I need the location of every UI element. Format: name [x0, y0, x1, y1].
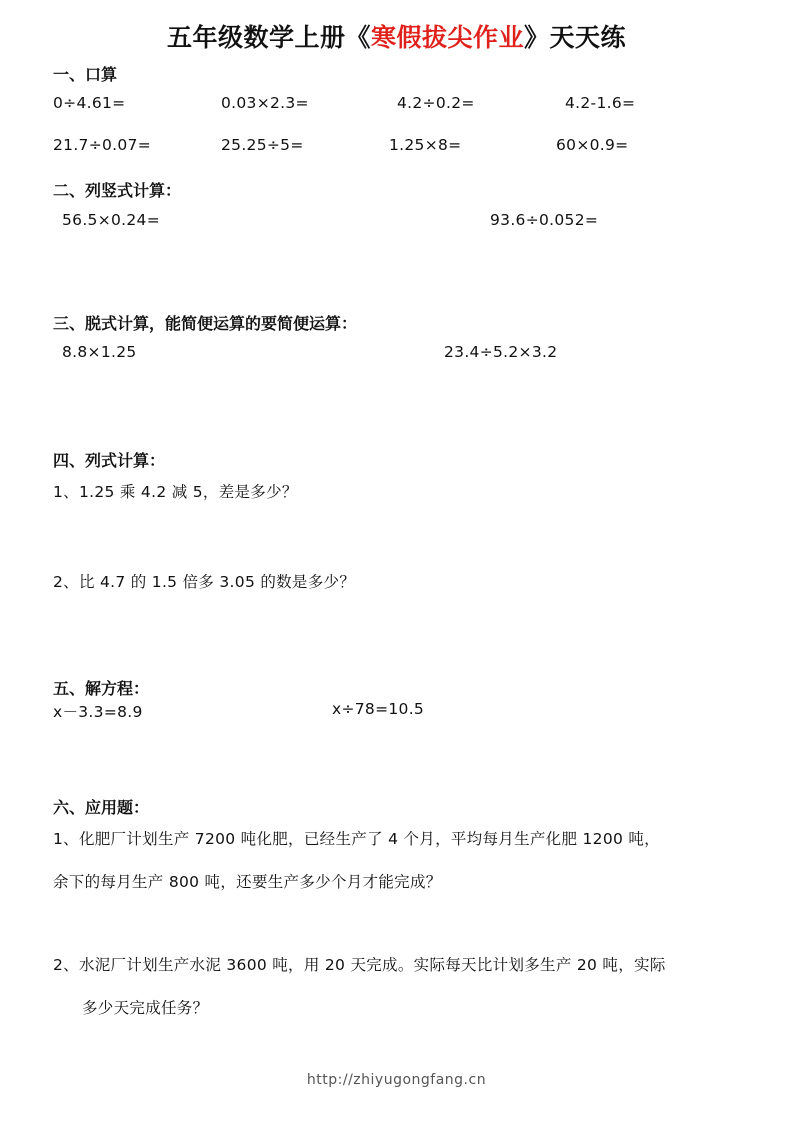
word-problem-1-line-1: 1、化肥厂计划生产 7200 吨化肥，已经生产了 4 个月，平均每月生产化肥 1200 吨，: [53, 830, 660, 848]
section-6-heading: 六、应用题：: [53, 798, 150, 817]
vertical-calc-item-2: 93.6÷0.052=: [490, 211, 599, 229]
stepwise-calc-item-1: 8.8×1.25: [62, 343, 137, 361]
word-problem-2-line-2: 多少天完成任务？: [82, 999, 209, 1017]
oral-item-8: 60×0.9=: [556, 136, 629, 154]
section-3-heading: 三、脱式计算，能简便运算的要简便运算：: [53, 314, 358, 333]
oral-item-7: 1.25×8=: [389, 136, 462, 154]
title-suffix: 》天天练: [524, 23, 627, 52]
title-highlight: 寒假拔尖作业: [370, 23, 524, 52]
expression-item-1: 1、1.25 乘 4.2 减 5，差是多少？: [53, 483, 298, 501]
oral-item-5: 21.7÷0.07=: [53, 136, 151, 154]
section-4-heading: 四、列式计算：: [53, 451, 166, 470]
oral-item-4: 4.2-1.6=: [565, 94, 636, 112]
stepwise-calc-item-2: 23.4÷5.2×3.2: [444, 343, 558, 361]
title-prefix: 五年级数学上册《: [166, 23, 371, 52]
word-problem-1-line-2: 余下的每月生产 800 吨，还要生产多少个月才能完成？: [53, 873, 442, 891]
oral-item-3: 4.2÷0.2=: [397, 94, 475, 112]
oral-item-2: 0.03×2.3=: [221, 94, 309, 112]
section-2-heading: 二、列竖式计算：: [53, 181, 182, 200]
equation-item-1: x－3.3=8.9: [53, 703, 143, 721]
oral-item-6: 25.25÷5=: [221, 136, 304, 154]
section-1-heading: 一、口算: [53, 65, 118, 84]
equation-item-2: x÷78=10.5: [332, 700, 425, 718]
word-problem-2-line-1: 2、水泥厂计划生产水泥 3600 吨，用 20 天完成。实际每天比计划多生产 20 吨，实际: [53, 956, 666, 974]
vertical-calc-item-1: 56.5×0.24=: [62, 211, 160, 229]
section-5-heading: 五、解方程：: [53, 679, 150, 698]
footer-url: http://zhiyugongfang.cn: [306, 1072, 487, 1088]
page-title: [0, 18, 793, 54]
expression-item-2: 2、比 4.7 的 1.5 倍多 3.05 的数是多少？: [53, 573, 356, 591]
oral-item-1: 0÷4.61=: [53, 94, 126, 112]
